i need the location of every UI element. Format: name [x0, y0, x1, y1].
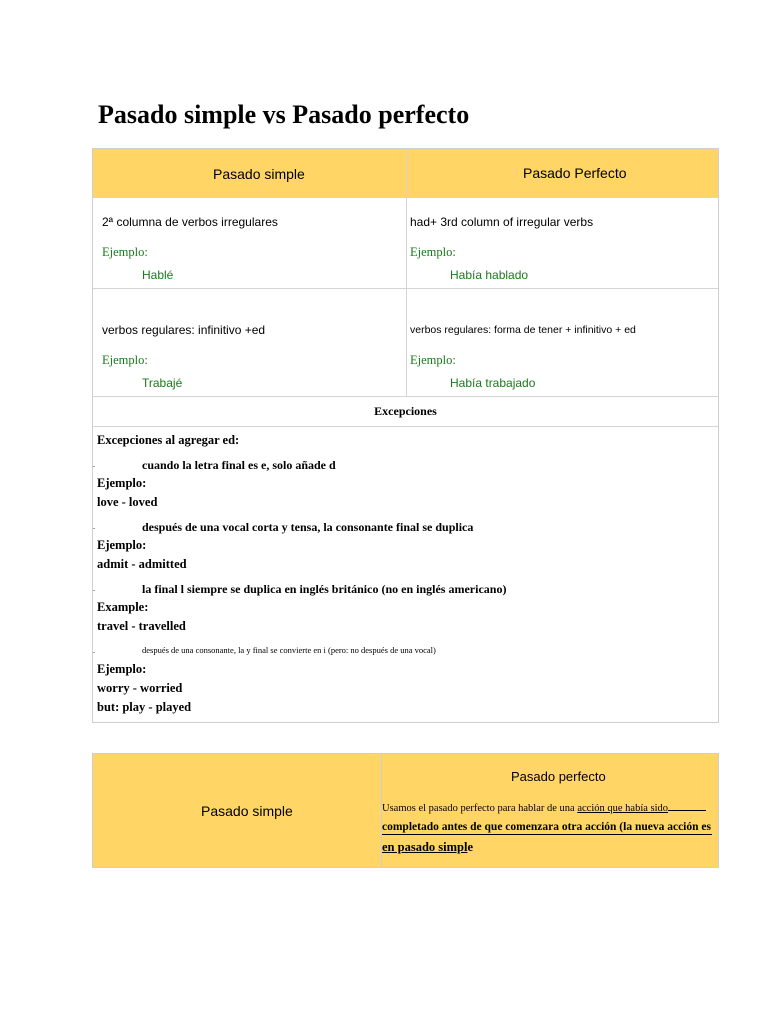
example-value: Trabajé: [142, 376, 183, 390]
example-value: Había hablado: [450, 268, 529, 282]
perfect-cell-header: Pasado perfecto: [511, 769, 606, 784]
header-perfect-label: Pasado Perfecto: [523, 165, 627, 181]
rule-regular-perfect: verbos regulares: forma de tener + infinitivo + ed: [410, 324, 636, 336]
underline-filler: [668, 800, 706, 811]
exception-example: travel - travelled: [97, 619, 186, 633]
simple-cell-label: Pasado simple: [201, 803, 293, 819]
comparison-table: [92, 148, 719, 723]
rule-irregular-simple: 2ª columna de verbos irregulares: [102, 215, 278, 229]
definition-line-2: [382, 821, 712, 835]
exceptions-header: Excepciones: [374, 404, 437, 418]
exception-example-label: Ejemplo:: [97, 476, 147, 490]
definition-text-underlined: en pasado simpl: [382, 840, 468, 854]
exception-example: but: play - played: [97, 700, 192, 714]
definition-text: completado antes de que comenzara otra acción (la nueva acción es: [382, 821, 711, 833]
definition-table: [92, 753, 719, 868]
definition-text-underlined: acción que había sido: [577, 803, 669, 814]
definition-line-1: [382, 800, 718, 814]
exception-example: admit - admitted: [97, 557, 187, 571]
exception-example-label: Ejemplo:: [97, 538, 147, 552]
exception-rule: después de una consonante, la y final se convierte en i (pero: no después de una vocal): [142, 645, 436, 655]
definition-text: e: [467, 840, 474, 854]
example-value: Hablé: [142, 268, 174, 282]
exception-rule: después de una vocal corta y tensa, la consonante final se duplica: [142, 520, 474, 534]
header-simple-label: Pasado simple: [213, 166, 305, 182]
example-label: Ejemplo:: [410, 353, 456, 367]
exception-example-label: Example:: [97, 600, 149, 614]
exception-example: worry - worried: [97, 681, 183, 695]
exception-rule: cuando la letra final es e, solo añade d: [142, 458, 336, 472]
example-value: Había trabajado: [450, 376, 536, 390]
bullet: .: [93, 584, 95, 593]
example-label: Ejemplo:: [410, 245, 456, 259]
bullet: .: [93, 646, 95, 655]
exception-example-label: Ejemplo:: [97, 662, 147, 676]
exceptions-intro: Excepciones al agregar ed:: [97, 433, 240, 447]
rule-irregular-perfect: had+ 3rd column of irregular verbs: [410, 215, 594, 229]
bullet: .: [93, 522, 95, 531]
definition-text: Usamos el pasado perfecto para hablar de una: [382, 803, 578, 814]
rule-regular-simple: verbos regulares: infinitivo +ed: [102, 323, 266, 337]
example-label: Ejemplo:: [102, 353, 148, 367]
page-title: Pasado simple vs Pasado perfecto: [98, 100, 470, 129]
example-label: Ejemplo:: [102, 245, 148, 259]
bullet: .: [93, 460, 95, 469]
header-cell-simple: [93, 149, 406, 197]
exception-rule: la final l siempre se duplica en inglés británico (no en inglés americano): [142, 582, 507, 596]
definition-line-3: [382, 840, 473, 855]
exception-example: love - loved: [97, 495, 158, 509]
header-cell-perfect: [407, 149, 718, 197]
